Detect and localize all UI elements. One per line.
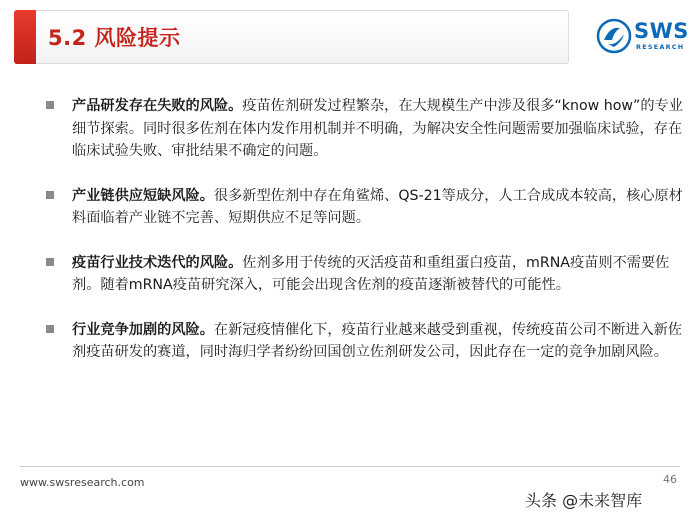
square-bullet-icon xyxy=(46,325,54,333)
header xyxy=(0,0,700,75)
risk-list xyxy=(46,95,686,386)
list-item xyxy=(46,252,686,297)
sws-logo-icon xyxy=(596,16,632,56)
logo-subtext: RESEARCH xyxy=(636,43,685,51)
title-accent-bar xyxy=(14,10,36,64)
sws-logo xyxy=(596,12,692,60)
watermark: 头条 @未来智库 xyxy=(525,491,643,510)
item-body: 佐剂多用于传统的灭活疫苗和重组蛋白疫苗，mRNA疫苗则不需要佐剂。随着mRNA疫苗研究深入，可能会出现含佐剂的疫苗逐渐被替代的可能性。 xyxy=(72,254,670,293)
square-bullet-icon xyxy=(46,191,54,199)
item-heading: 产品研发存在失败的风险。 xyxy=(72,98,243,114)
item-body: 疫苗佐剂研发过程繁杂，在大规模生产中涉及很多“know how”的专业细节探索。同时很多佐剂在体内发作用机制并不明确，为解决安全性问题需要加强临床试验，存在临床试验失败、审批结果不确定的问题。 xyxy=(72,98,683,159)
list-item xyxy=(46,185,686,230)
item-body: 在新冠疫情催化下，疫苗行业越来越受到重视，传统疫苗公司不断进入新佐剂疫苗研发的赛道，同时海归学者纷纷回国创立佐剂研发公司，因此存在一定的竞争加剧风险。 xyxy=(72,321,683,360)
item-heading: 行业竞争加剧的风险。 xyxy=(72,321,214,338)
list-item xyxy=(46,95,686,163)
page-number: 46 xyxy=(663,473,677,486)
list-item-text xyxy=(72,252,686,297)
list-item xyxy=(46,319,686,364)
list-item-text xyxy=(72,319,686,364)
footer-url: www.swsresearch.com xyxy=(20,476,145,489)
square-bullet-icon xyxy=(46,101,54,109)
logo-text: SWS xyxy=(634,19,689,43)
item-heading: 疫苗行业技术迭代的风险。 xyxy=(72,254,243,271)
square-bullet-icon xyxy=(46,258,54,266)
item-body: 很多新型佐剂中存在角鲨烯、QS-21等成分，人工合成成本较高，核心原材料面临着产业链不完善、短期供应不足等问题。 xyxy=(72,187,683,226)
page-title: 5.2 风险提示 xyxy=(48,26,181,50)
footer-divider xyxy=(20,466,680,467)
item-heading: 产业链供应短缺风险。 xyxy=(72,187,214,204)
list-item-text xyxy=(72,95,686,163)
list-item-text xyxy=(72,185,686,230)
